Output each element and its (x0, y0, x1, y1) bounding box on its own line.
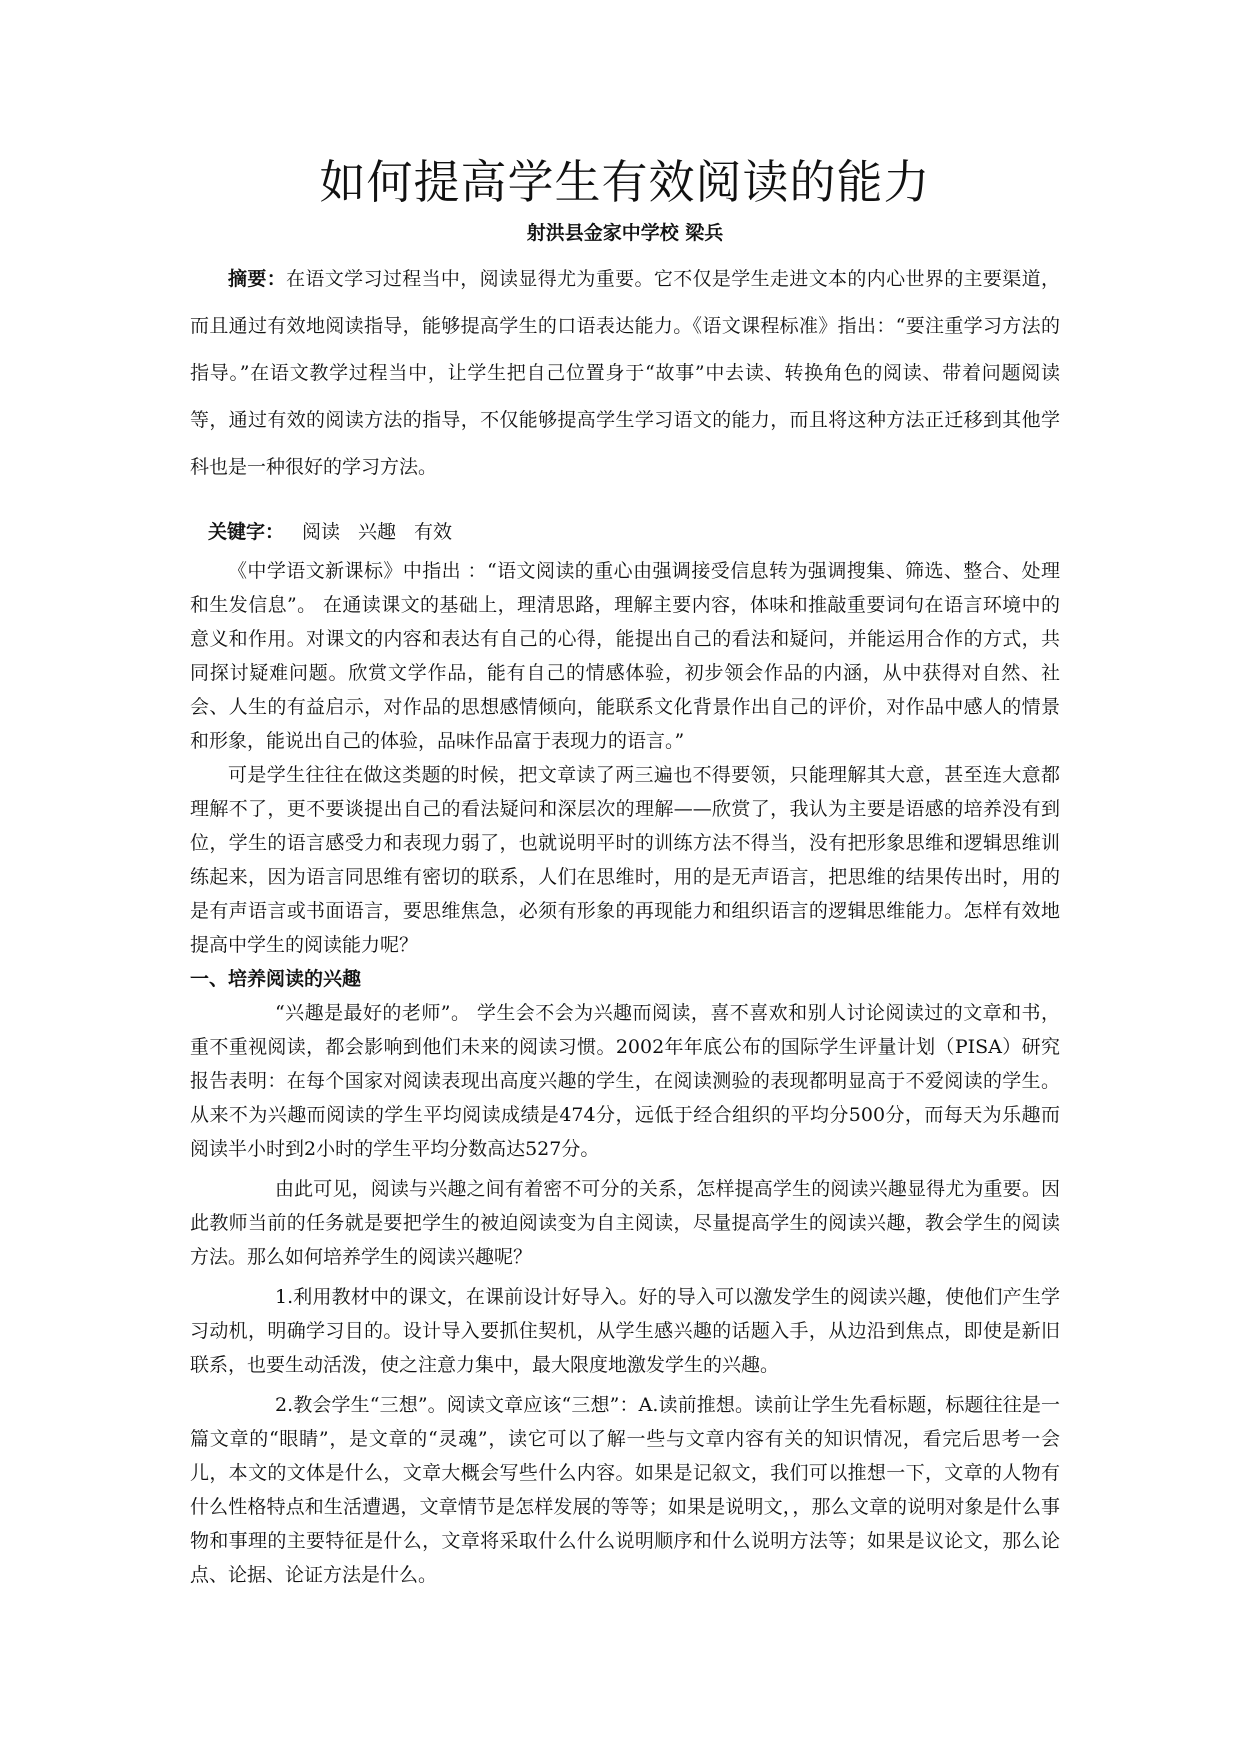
abstract-paragraph (190, 256, 1060, 491)
section-heading-interest: 一、培养阅读的兴趣 (190, 968, 362, 990)
keyword-item: 有效 (414, 521, 453, 543)
body-paragraph-problem: 可是学生往往在做这类题的时候，把文章读了两三遍也不得要领，只能理解其大意，甚至连大意都理解不了，更不要谈提出自己的看法疑问和深层次的理解——欣赏了，我认为主要是语感的培养没有到位，学生的语言感受力和表现力弱了，也就说明平时的训练方法不得当，没有把形象思维和逻辑思维训练起来，因为语言同思维有密切的联系，人们在思维时，用的是无声语言，把思维的结果传出时，用的是有声语言或书面语言，要思维焦急，必须有形象的再现能力和组织语言的逻辑思维能力。怎样有效地提高中学生的阅读能力呢？ (190, 764, 1060, 956)
abstract-text: 在语文学习过程当中，阅读显得尤为重要。它不仅是学生走进文本的内心世界的主要渠道，而且通过有效地阅读指导，能够提高学生的口语表达能力。《语文课程标准》指出：“要注重学习方法的指导。”在语文教学过程当中，让学生把自己位置身于“故事”中去读、转换角色的阅读、带着问题阅读等，通过有效的阅读方法的指导，不仅能够提高学生学习语文的能力，而且将这种方法正迁移到其他学科也是一种很好的学习方法。 (190, 268, 1060, 478)
body-paragraph-interest: “兴趣是最好的老师”。 学生会不会为兴趣而阅读，喜不喜欢和别人讨论阅读过的文章和书，重不重视阅读，都会影响到他们未来的阅读习惯。2002年年底公布的国际学生评量计划（PISA）研究报告表明：在每个国家对阅读表现出高度兴趣的学生，在阅读测验的表现都明显高于不爱阅读的学生。从来不为兴趣而阅读的学生平均阅读成绩是474分，远低于经合组织的平均分500分，而每天为乐趣而阅读半小时到2小时的学生平均分数高达527分。 (190, 1002, 1060, 1160)
keywords-line (190, 510, 1060, 554)
body-paragraph-curriculum: 《中学语文新课标》中指出 ：“语文阅读的重心由强调接受信息转为强调搜集、筛选、整合、处理和生发信息”。 在通读课文的基础上，理清思路，理解主要内容，体味和推敲重要词句在语言环境中的意义和作用。对课文的内容和表达有自己的心得，能提出自己的看法和疑问，并能运用合作的方式，共同探讨疑难问题。欣赏文学作品，能有自己的情感体验，初步领会作品的内涵，从中获得对自然、社会、人生的有益启示，对作品的思想感情倾向，能联系文化背景作出自己的评价，对作品中感人的情景和形象，能说出自己的体验，品味作品富于表现力的语言。” (190, 560, 1060, 752)
document-page (190, 150, 1060, 1592)
body-paragraph-item-1: 1.利用教材中的课文，在课前设计好导入。好的导入可以激发学生的阅读兴趣，使他们产生学习动机，明确学习目的。设计导入要抓住契机，从学生感兴趣的话题入手，从边沿到焦点，即使是新旧联系，也要生动活泼，使之注意力集中，最大限度地激发学生的兴趣。 (190, 1286, 1060, 1376)
document-title: 如何提高学生有效阅读的能力 (319, 155, 931, 209)
keywords-label: 关键字： (208, 521, 285, 543)
keyword-item: 兴趣 (358, 521, 397, 543)
keyword-item: 阅读 (302, 521, 341, 543)
body-paragraph-item-2: 2.教会学生“三想”。阅读文章应该“三想”：A.读前推想。读前让学生先看标题，标题往往是一篇文章的“眼睛”，是文章的“灵魂”，读它可以了解一些与文章内容有关的知识情况，看完后思考一会儿，本文的文体是什么，文章大概会写些什么内容。如果是记叙文，我们可以推想一下，文章的人物有什么性格特点和生活遭遇，文章情节是怎样发展的等等；如果是说明文，，那么文章的说明对象是什么事物和事理的主要特征是什么，文章将采取什么什么说明顺序和什么说明方法等；如果是议论文，那么论点、论据、论证方法是什么。 (190, 1394, 1060, 1586)
abstract-label: 摘要： (228, 268, 287, 290)
author-byline: 射洪县金家中学校 梁兵 (526, 222, 724, 244)
body-paragraph-relation: 由此可见，阅读与兴趣之间有着密不可分的关系，怎样提高学生的阅读兴趣显得尤为重要。因此教师当前的任务就是要把学生的被迫阅读变为自主阅读，尽量提高学生的阅读兴趣，教会学生的阅读方法。那么如何培养学生的阅读兴趣呢？ (190, 1178, 1060, 1268)
